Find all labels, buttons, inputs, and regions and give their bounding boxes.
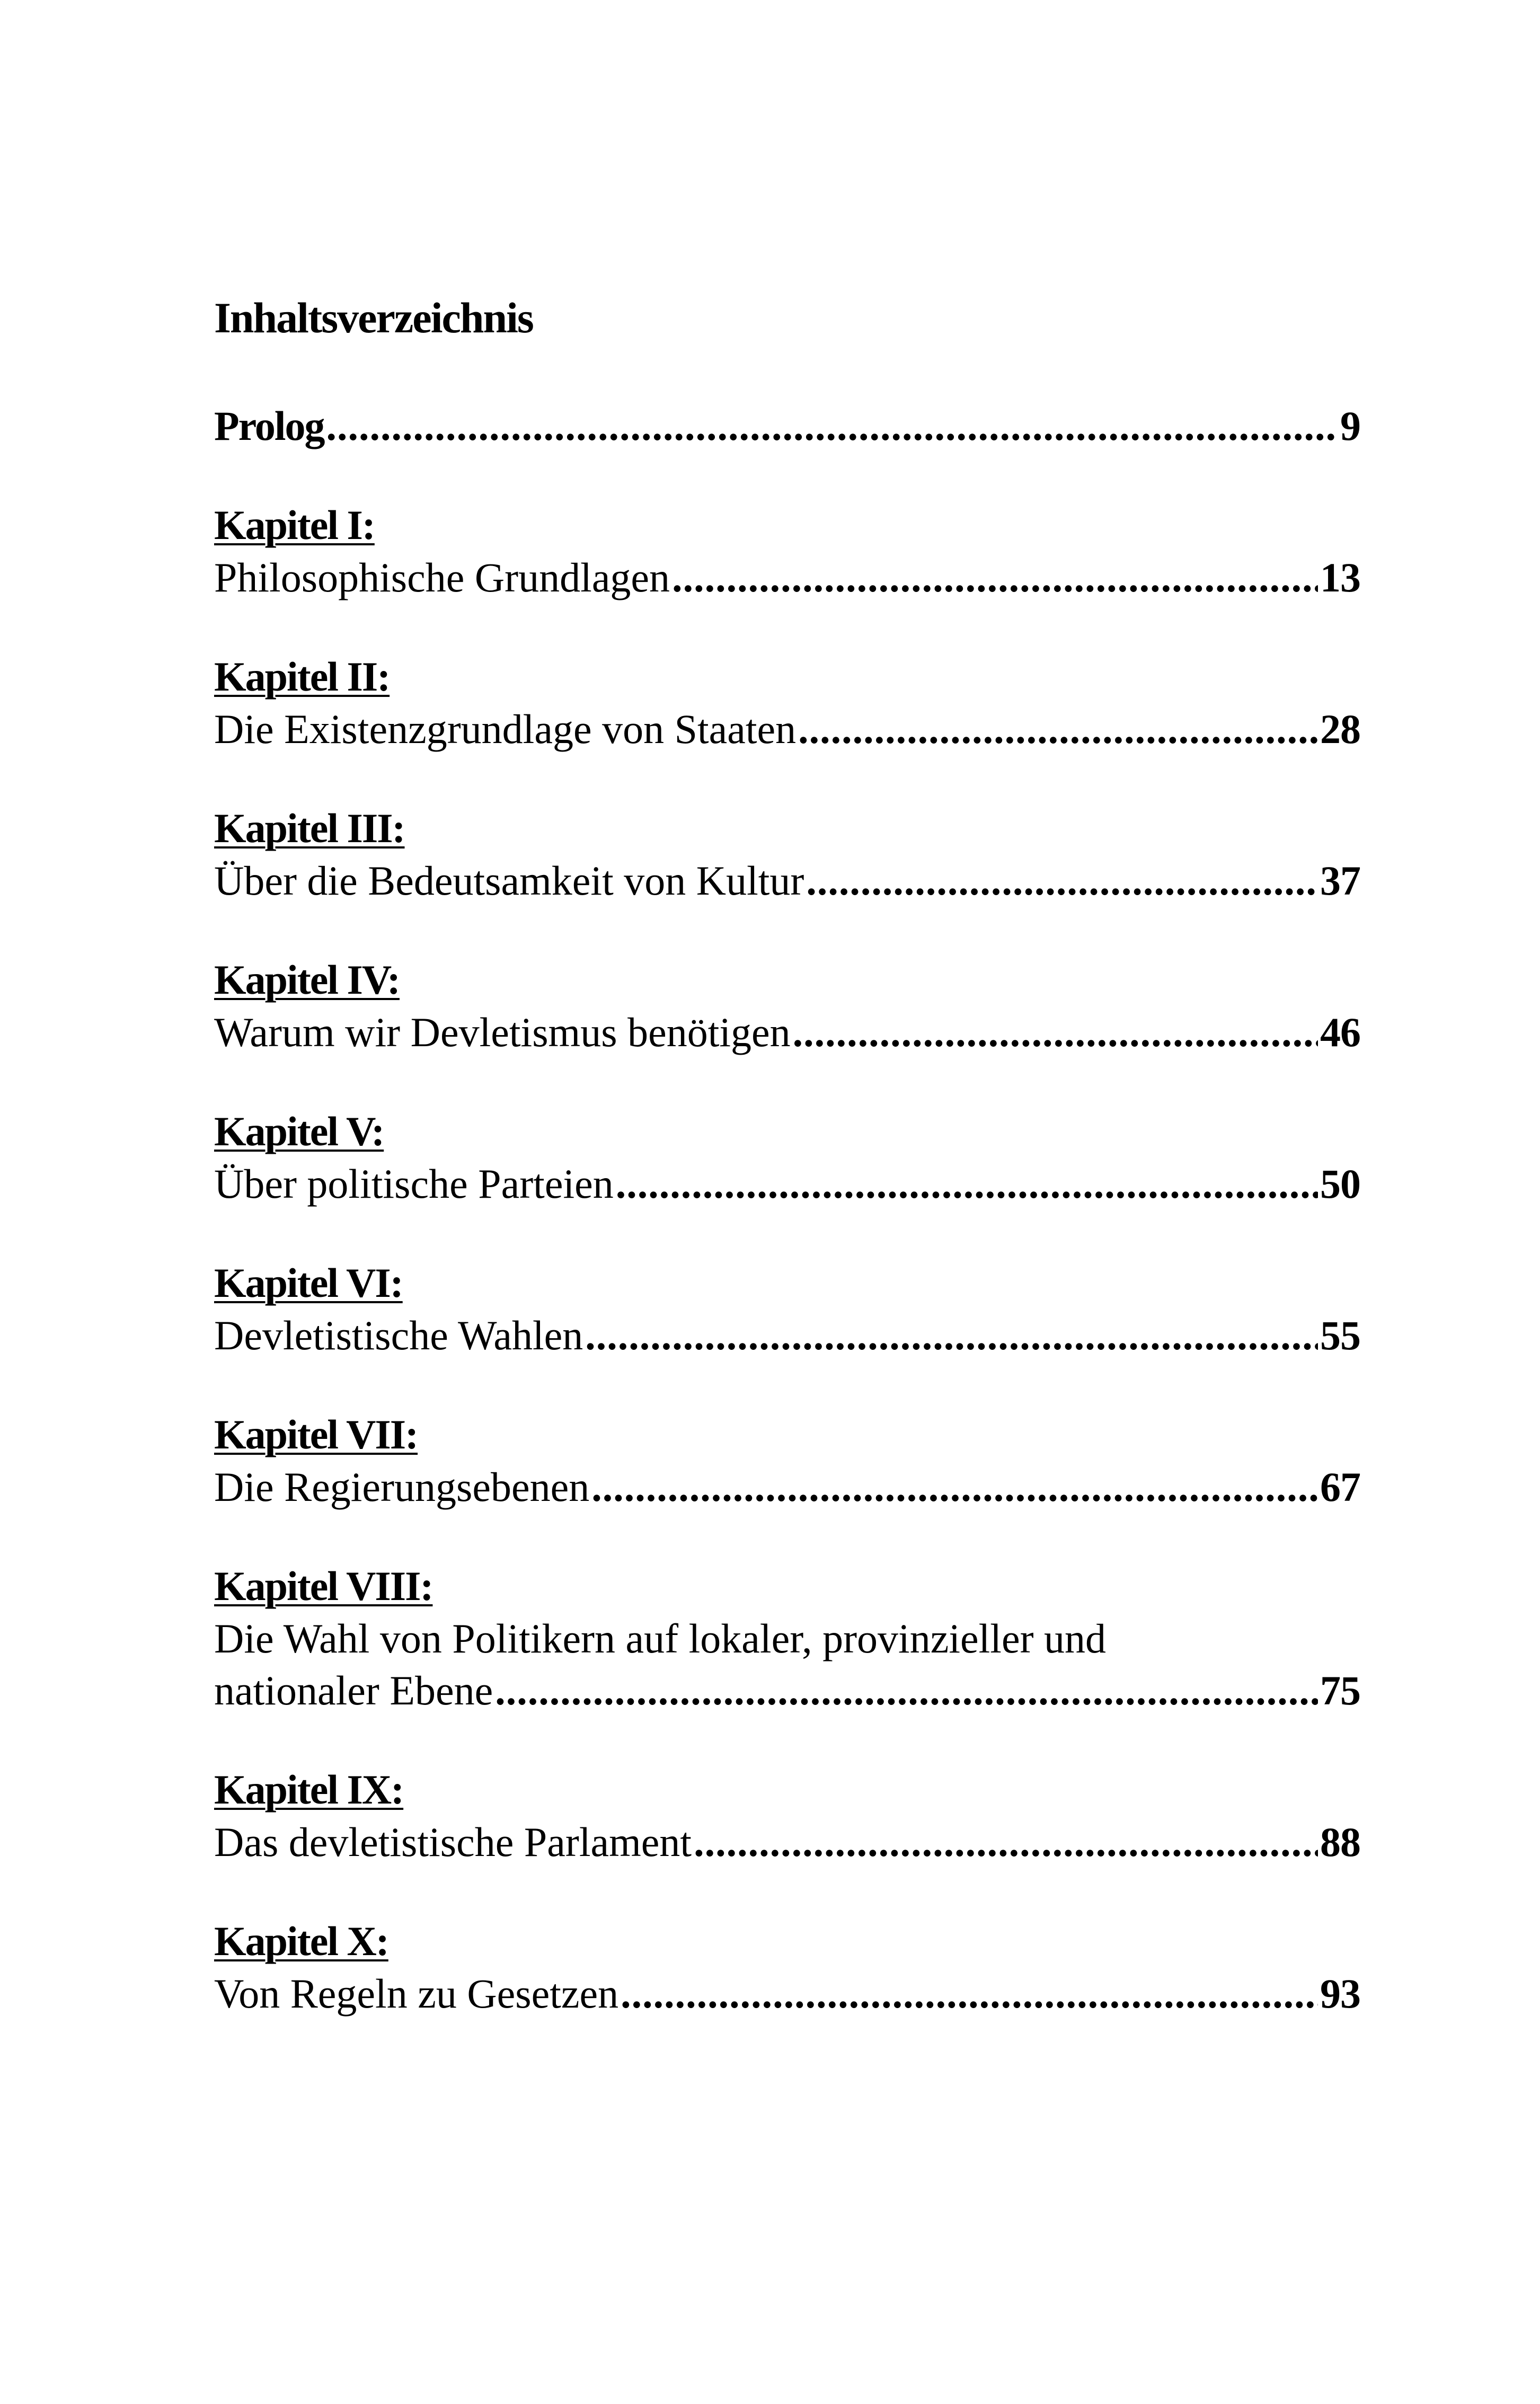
page-number: 28 — [1320, 706, 1360, 752]
dot-leader — [694, 1816, 1318, 1868]
chapter-label: Kapitel VI: — [214, 1260, 403, 1306]
toc-entry-line — [214, 552, 1360, 604]
page-number: 88 — [1320, 1819, 1360, 1865]
dot-leader — [798, 703, 1318, 755]
dot-leader — [495, 1665, 1318, 1717]
chapter-label: Kapitel II: — [214, 653, 390, 700]
toc-entry-chapter-6 — [214, 1257, 1360, 1362]
dot-leader — [793, 1006, 1318, 1058]
dot-leader — [806, 855, 1318, 907]
chapter-title: Von Regeln zu Gesetzen — [214, 1970, 619, 2017]
toc-entry-chapter-3 — [214, 802, 1360, 907]
chapter-title: Über die Bedeutsamkeit von Kultur — [214, 858, 804, 904]
chapter-label: Kapitel IV: — [214, 957, 400, 1003]
chapter-label: Kapitel VII: — [214, 1411, 418, 1457]
toc-entry-chapter-5 — [214, 1105, 1360, 1210]
chapter-label: Kapitel VIII: — [214, 1563, 433, 1609]
page-number: 50 — [1320, 1161, 1360, 1207]
toc-entry-chapter-9 — [214, 1763, 1360, 1868]
dot-leader — [591, 1461, 1318, 1513]
toc-entry-line — [214, 1006, 1360, 1058]
chapter-title: Devletistische Wahlen — [214, 1312, 583, 1358]
toc-entry-chapter-8 — [214, 1560, 1360, 1717]
toc-entry-line — [214, 1158, 1360, 1210]
chapter-title: nationaler Ebene — [214, 1667, 493, 1713]
toc-entry-chapter-1 — [214, 499, 1360, 604]
dot-leader — [616, 1158, 1318, 1210]
toc-entry-prolog — [214, 400, 1360, 452]
dot-leader — [672, 552, 1318, 604]
chapter-label: Kapitel III: — [214, 805, 405, 851]
chapter-title-first-line: Die Wahl von Politikern auf lokaler, provinzieller und — [214, 1615, 1107, 1661]
toc-entry-line — [214, 1461, 1360, 1513]
toc-entry-chapter-7 — [214, 1408, 1360, 1513]
chapter-title: Warum wir Devletismus benötigen — [214, 1009, 791, 1055]
toc-entry-line — [214, 1665, 1360, 1717]
page-number: 46 — [1320, 1009, 1360, 1055]
page-number: 9 — [1340, 403, 1360, 449]
chapter-title: Die Existenzgrundlage von Staaten — [214, 706, 796, 752]
toc-entry-chapter-2 — [214, 650, 1360, 755]
toc-title: Inhaltsverzeichnis — [214, 294, 533, 342]
toc-entry-line — [214, 1310, 1360, 1362]
entry-title: Prolog — [214, 403, 324, 449]
page-number: 37 — [1320, 858, 1360, 904]
toc-entry-line — [214, 1968, 1360, 2020]
chapter-title: Das devletistische Parlament — [214, 1819, 692, 1865]
chapter-title: Die Regierungsebenen — [214, 1464, 590, 1510]
chapter-label: Kapitel V: — [214, 1108, 384, 1154]
chapter-title: Philosophische Grundlagen — [214, 554, 670, 600]
toc-entry-chapter-4 — [214, 953, 1360, 1058]
dot-leader — [326, 400, 1338, 452]
page-number: 55 — [1320, 1312, 1360, 1358]
page-number: 67 — [1320, 1464, 1360, 1510]
dot-leader — [621, 1968, 1318, 2020]
page-number: 13 — [1320, 554, 1360, 600]
toc-entry-chapter-10 — [214, 1915, 1360, 2020]
toc-entry-line — [214, 400, 1360, 452]
page-number: 75 — [1320, 1667, 1360, 1713]
toc-entry-line — [214, 1816, 1360, 1868]
chapter-label: Kapitel IX: — [214, 1766, 404, 1813]
toc-entry-line — [214, 703, 1360, 755]
chapter-label: Kapitel I: — [214, 502, 375, 548]
toc-entry-line — [214, 855, 1360, 907]
chapter-title: Über politische Parteien — [214, 1161, 614, 1207]
chapter-label: Kapitel X: — [214, 1918, 388, 1964]
dot-leader — [585, 1310, 1318, 1362]
table-of-contents — [214, 289, 1360, 2020]
page-number: 93 — [1320, 1970, 1360, 2017]
